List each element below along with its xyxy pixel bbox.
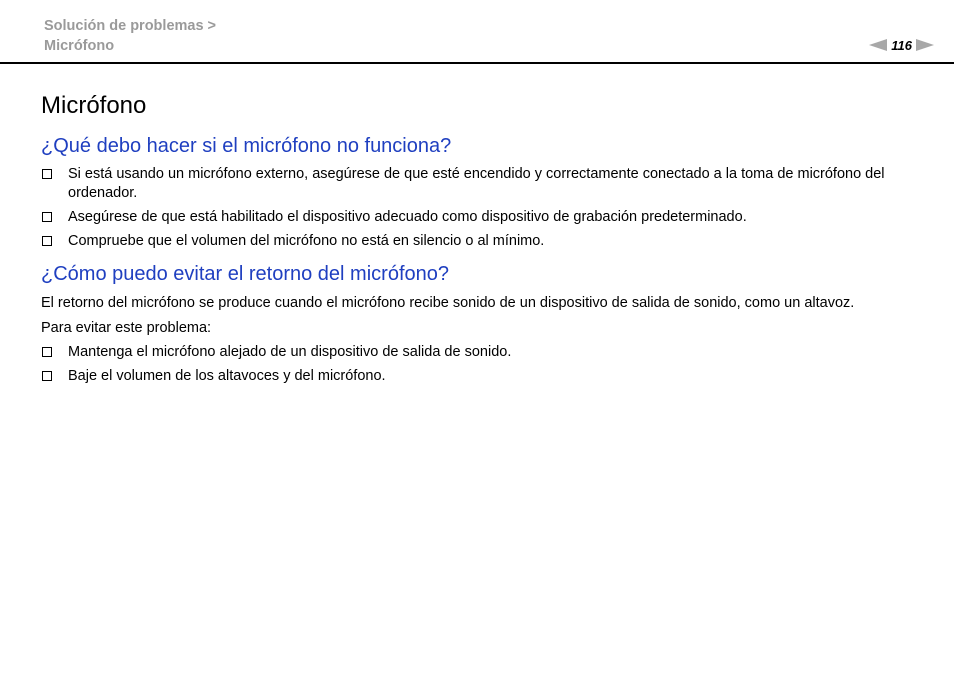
page-content: [41, 90, 921, 391]
checkbox-bullet-icon: [42, 169, 52, 179]
feedback-tips-list: [41, 343, 921, 386]
troubleshoot-list: [41, 165, 921, 251]
breadcrumb: [44, 16, 216, 56]
list-item-text: Asegúrese de que está habilitado el dispositivo adecuado como dispositivo de grabación predeterminado.: [68, 209, 747, 225]
next-page-arrow-icon[interactable]: [916, 39, 934, 51]
list-item: [41, 232, 921, 251]
previous-page-arrow-icon[interactable]: [869, 39, 887, 51]
feedback-intro: Para evitar este problema:: [41, 320, 212, 336]
list-item: [41, 343, 921, 362]
list-item-text: Baje el volumen de los altavoces y del micrófono.: [68, 368, 386, 384]
list-item: [41, 208, 921, 227]
list-item-text: Mantenga el micrófono alejado de un dispositivo de salida de sonido.: [68, 344, 512, 360]
breadcrumb-separator: >: [207, 18, 216, 34]
breadcrumb-section-link[interactable]: Solución de problemas: [44, 18, 204, 34]
checkbox-bullet-icon: [42, 371, 52, 381]
list-item: [41, 165, 921, 203]
checkbox-bullet-icon: [42, 236, 52, 246]
page-header: [0, 0, 954, 64]
checkbox-bullet-icon: [42, 212, 52, 222]
section-heading-microphone-not-working: ¿Qué debo hacer si el micrófono no funciona?: [41, 135, 452, 157]
list-item-text: Compruebe que el volumen del micrófono no está en silencio o al mínimo.: [68, 233, 545, 249]
checkbox-bullet-icon: [42, 347, 52, 357]
feedback-explanation: El retorno del micrófono se produce cuando el micrófono recibe sonido de un dispositivo de salida de sonido, como un altavoz.: [41, 295, 855, 311]
section-heading-avoid-feedback: ¿Cómo puedo evitar el retorno del micrófono?: [41, 263, 449, 285]
header-divider: [0, 62, 954, 64]
page-title: Micrófono: [41, 92, 147, 119]
page-navigator: [869, 37, 934, 53]
list-item: [41, 367, 921, 386]
list-item-text: Si está usando un micrófono externo, asegúrese de que esté encendido y correctamente conectado a la toma de micrófono del ordenador.: [68, 166, 885, 201]
page-number: 116: [891, 37, 912, 53]
breadcrumb-current-page[interactable]: Micrófono: [44, 38, 115, 54]
